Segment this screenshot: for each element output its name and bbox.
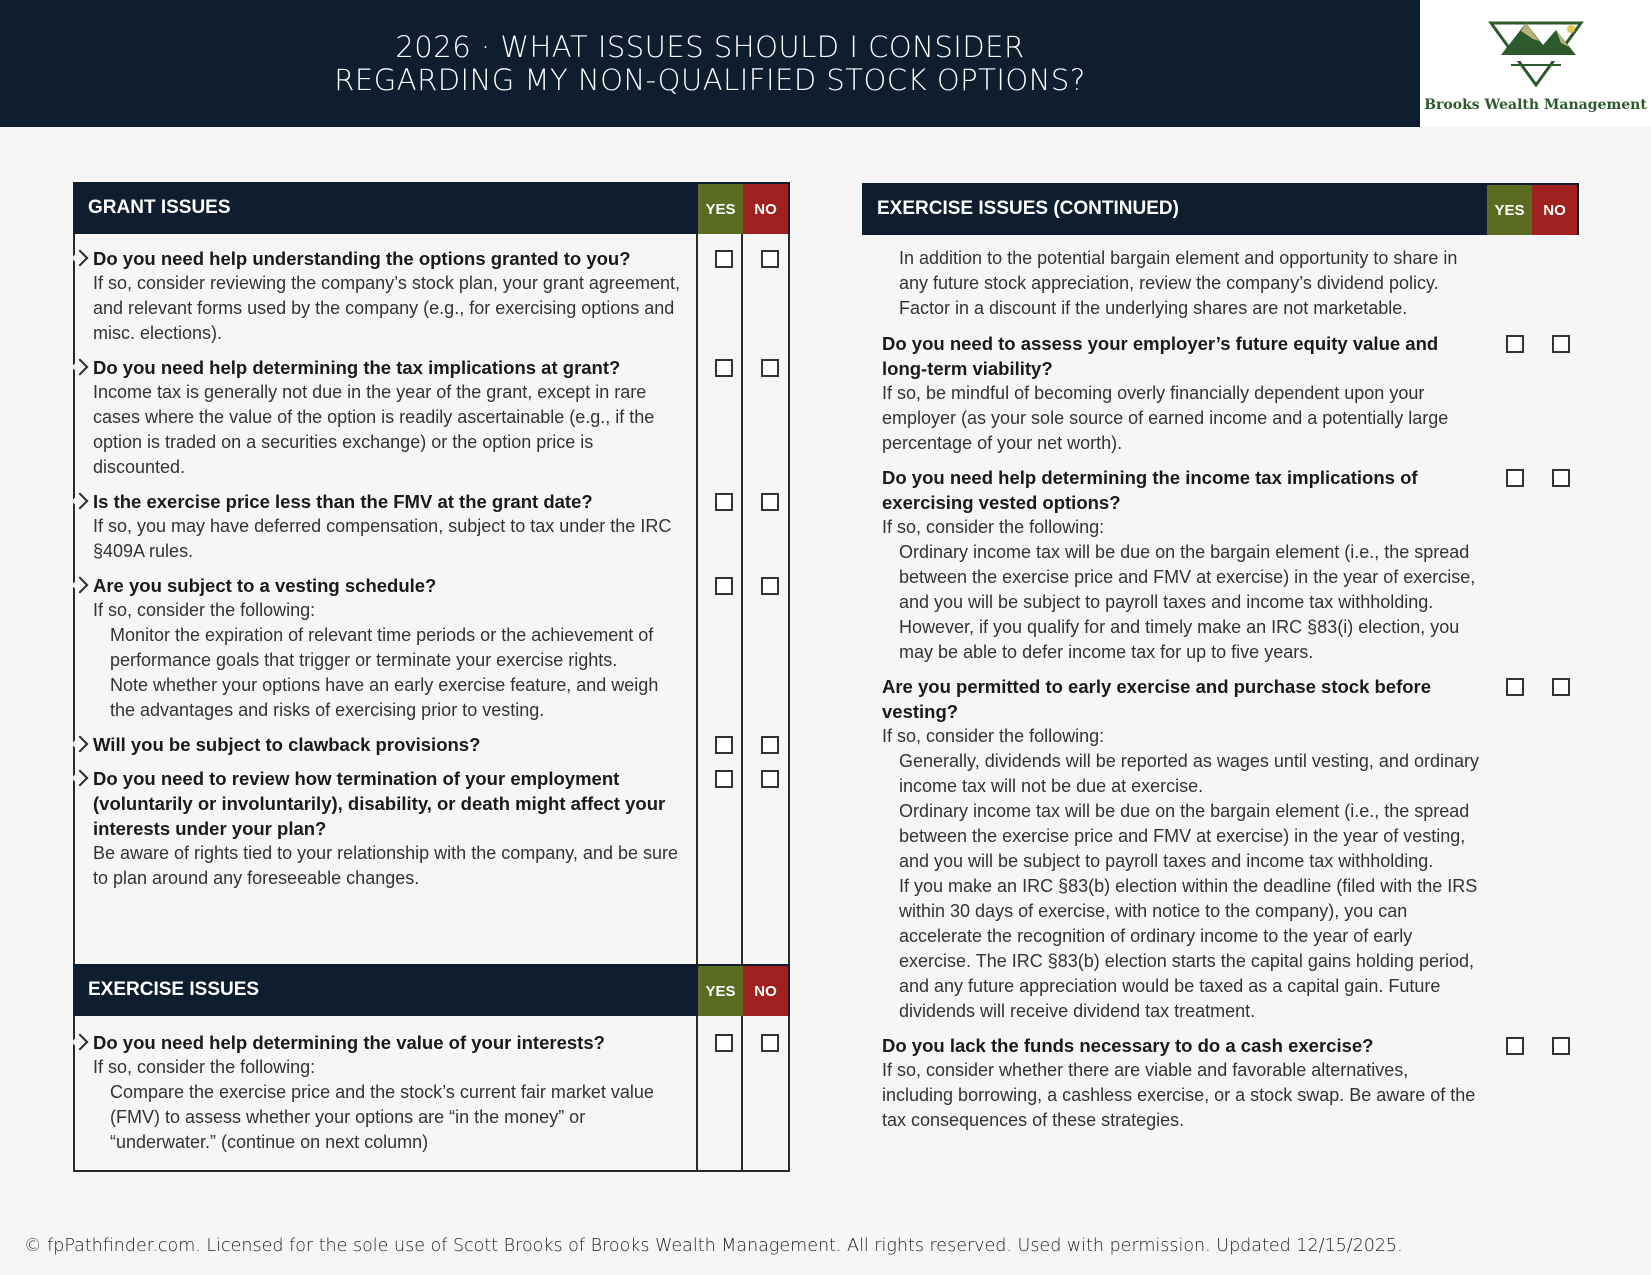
no-checkbox[interactable] <box>761 770 779 788</box>
question-body: If so, consider the following: <box>93 1057 316 1077</box>
grant-issues-panel <box>73 182 790 996</box>
question-subpoint: Ordinary income tax will be due on the bargain element (i.e., the spread between the exercise price and FMV at exercise) in the year of vesting, and you will be subject to payroll taxes and income tax withholding. <box>899 801 1470 871</box>
exercise-issues-header <box>73 964 790 1016</box>
question-body: If so, consider whether there are viable and favorable alternatives, including borrowing, a cashless exercise, or a stock swap. Be aware of the tax consequences of these strategies. <box>882 1060 1476 1130</box>
page-header <box>0 0 1420 127</box>
chevron-right-icon <box>72 577 89 594</box>
yes-column-label: YES <box>698 184 743 234</box>
question-subpoint: Ordinary income tax will be due on the bargain element (i.e., the spread between the exercise price and FMV at exercise) in the year of exercise, and you will be subject to payroll taxes and income tax withholding. <box>899 542 1476 612</box>
yes-checkbox[interactable] <box>715 1034 733 1052</box>
exercise-issues-panel <box>73 964 790 1172</box>
yes-checkbox[interactable] <box>1506 335 1524 353</box>
continued-subpoint: Factor in a discount if the underlying shares are not marketable. <box>899 298 1408 318</box>
question-item <box>93 489 788 564</box>
exercise-continued-panel <box>862 183 1579 1142</box>
question-title: Will you be subject to clawback provisions? <box>93 734 481 755</box>
question-item <box>882 674 1579 1024</box>
continued-subpoint: In addition to the potential bargain element and opportunity to share in any future stock appreciation, review the company’s dividend policy. <box>899 248 1458 293</box>
question-title: Do you need help determining the tax implications at grant? <box>93 357 621 378</box>
no-checkbox[interactable] <box>1552 1037 1570 1055</box>
question-item <box>93 766 788 891</box>
exercise-continued-header <box>862 183 1579 235</box>
question-body: If so, consider reviewing the company’s stock plan, your grant agreement, and relevant forms used by the company (e.g., for exercising options and misc. elections). <box>93 273 680 343</box>
yes-checkbox[interactable] <box>715 577 733 595</box>
yes-checkbox[interactable] <box>1506 469 1524 487</box>
no-checkbox[interactable] <box>761 250 779 268</box>
no-checkbox[interactable] <box>761 577 779 595</box>
question-title: Do you need to assess your employer’s future equity value and long-term viability? <box>882 333 1439 379</box>
grant-issues-body <box>73 234 790 996</box>
yes-checkbox[interactable] <box>715 493 733 511</box>
no-checkbox[interactable] <box>761 1034 779 1052</box>
exercise-continued-body <box>862 235 1579 1133</box>
continued-intro <box>882 246 1579 321</box>
question-title: Is the exercise price less than the FMV at the grant date? <box>93 491 593 512</box>
question-title: Do you need help determining the value of your interests? <box>93 1032 605 1053</box>
yes-checkbox[interactable] <box>1506 678 1524 696</box>
question-body: If so, consider the following: <box>93 600 316 620</box>
yes-column-label: YES <box>1487 185 1532 235</box>
question-item <box>882 1033 1579 1133</box>
question-title: Do you need help understanding the options granted to you? <box>93 248 631 269</box>
exercise-issues-title: EXERCISE ISSUES <box>88 979 260 1000</box>
question-title: Do you need to review how termination of your employment (voluntarily or involuntarily), disability, or death might affect your interests under your plan? <box>93 768 666 839</box>
question-subpoint: Monitor the expiration of relevant time periods or the achievement of performance goals that trigger or terminate your exercise rights. <box>110 625 654 670</box>
no-checkbox[interactable] <box>1552 469 1570 487</box>
question-body: Be aware of rights tied to your relationship with the company, and be sure to plan around any foreseeable changes. <box>93 843 678 888</box>
question-body: If so, you may have deferred compensation, subject to tax under the IRC §409A rules. <box>93 516 672 561</box>
chevron-right-icon <box>72 736 89 753</box>
grant-issues-title: GRANT ISSUES <box>88 197 231 218</box>
exercise-issues-body <box>73 1016 790 1172</box>
question-title: Do you need help determining the income tax implications of exercising vested options? <box>882 467 1418 513</box>
no-checkbox[interactable] <box>761 736 779 754</box>
chevron-right-icon <box>72 250 89 267</box>
no-checkbox[interactable] <box>761 493 779 511</box>
question-item <box>93 1030 788 1155</box>
mountain-triangle-icon <box>1471 15 1601 95</box>
question-subpoint: Generally, dividends will be reported as wages until vesting, and ordinary income tax will not be due at exercise. <box>899 751 1479 796</box>
question-title: Are you subject to a vesting schedule? <box>93 575 437 596</box>
grant-issues-header <box>73 182 790 234</box>
no-column-label: NO <box>743 966 788 1016</box>
no-column-label: NO <box>1532 185 1577 235</box>
question-subpoint: However, if you qualify for and timely make an IRC §83(i) election, you may be able to defer income tax for up to five years. <box>899 617 1460 662</box>
chevron-right-icon <box>72 493 89 510</box>
question-title: Are you permitted to early exercise and purchase stock before vesting? <box>882 676 1432 722</box>
brand-logo <box>1420 0 1651 127</box>
question-subpoint: Compare the exercise price and the stock’s current fair market value (FMV) to assess whether your options are “in the money” or “underwater.” (continue on next column) <box>110 1082 654 1152</box>
no-checkbox[interactable] <box>1552 335 1570 353</box>
question-item <box>93 355 788 480</box>
question-title: Do you lack the funds necessary to do a cash exercise? <box>882 1035 1374 1056</box>
no-checkbox[interactable] <box>1552 678 1570 696</box>
question-subpoint: Note whether your options have an early exercise feature, and weigh the advantages and risks of exercising prior to vesting. <box>110 675 659 720</box>
page-title-line-1: 2026 · WHAT ISSUES SHOULD I CONSIDER <box>395 29 1025 64</box>
page-title-line-2: REGARDING MY NON-QUALIFIED STOCK OPTIONS? <box>334 62 1086 97</box>
question-subpoint: If you make an IRC §83(b) election within the deadline (filed with the IRS within 30 days of exercise, with notice to the company), you can accelerate the recognition of ordinary income to the year of early exercise. The IRC §83(b) election starts the capital gains holding period, and any future appreciation would be taxed as a capital gain. Future dividends will receive dividend tax treatment. <box>899 876 1478 1021</box>
chevron-right-icon <box>72 359 89 376</box>
yes-column-label: YES <box>698 966 743 1016</box>
chevron-right-icon <box>72 770 89 787</box>
no-checkbox[interactable] <box>761 359 779 377</box>
question-body: If so, be mindful of becoming overly financially dependent upon your employer (as your sole source of earned income and a potentially large percentage of your net worth). <box>882 383 1449 453</box>
yes-checkbox[interactable] <box>1506 1037 1524 1055</box>
yes-checkbox[interactable] <box>715 359 733 377</box>
copyright-footer: © fpPathfinder.com. Licensed for the sole use of Scott Brooks of Brooks Wealth Management. All rights reserved. Used with permission. Updated 12/15/2025. <box>24 1236 1403 1256</box>
question-item <box>882 465 1579 665</box>
chevron-right-icon <box>72 1034 89 1051</box>
question-body: If so, consider the following: <box>882 726 1105 746</box>
yes-checkbox[interactable] <box>715 736 733 754</box>
question-body: Income tax is generally not due in the year of the grant, except in rare cases where the value of the option is readily ascertainable (e.g., if the option is traded on a securities exchange) or the option price is discounted. <box>93 382 655 477</box>
question-item <box>882 331 1579 456</box>
yes-checkbox[interactable] <box>715 250 733 268</box>
exercise-continued-title: EXERCISE ISSUES (CONTINUED) <box>877 198 1179 219</box>
yes-checkbox[interactable] <box>715 770 733 788</box>
no-column-label: NO <box>743 184 788 234</box>
question-item <box>93 732 788 757</box>
question-item <box>93 246 788 346</box>
question-body: If so, consider the following: <box>882 517 1105 537</box>
question-item <box>93 573 788 723</box>
brand-name: Brooks Wealth Management <box>1424 96 1647 113</box>
